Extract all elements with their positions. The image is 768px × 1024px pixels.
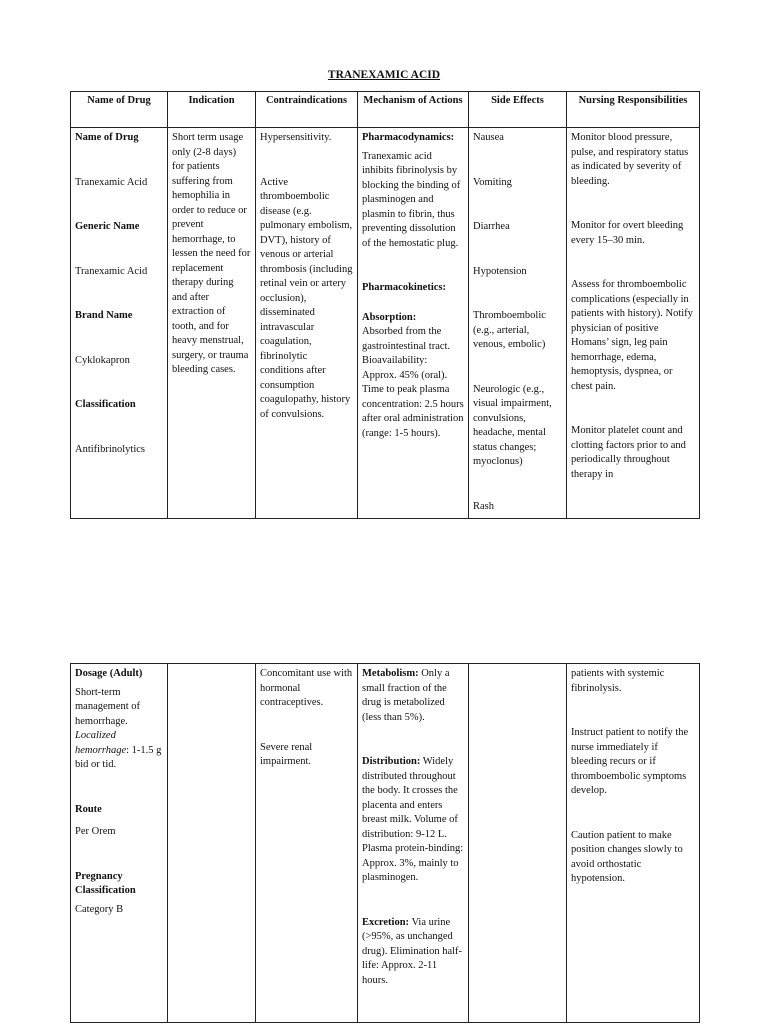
brand-label: Brand Name [75,310,133,321]
excretion-text: Via urine (>95%, as unchanged drug). Elimination half-life: Approx. 2-11 hours. [362,916,463,986]
name-label: Name of Drug [75,132,139,143]
header-row [71,92,700,128]
pregnancy-value: Category B [75,903,124,915]
distribution-text: Widely distributed throughout the body. It crosses the placenta and enters breast milk. Volume of distribution: 9-12 L. Plasma protein-binding: Approx. 3%, mainly to plasminogen. [362,756,464,883]
localized-text: : 1-1.5 g bid or tid. [75,744,162,770]
side-effect-item: Thromboembolic (e.g., arterial, venous, embolic) [473,310,546,350]
pregnancy-label: Pregnancy Classification [75,870,136,896]
side-effect-item: Rash [473,500,494,512]
brand-value: Cyklokapron [75,354,130,366]
cell-indication [168,128,256,519]
contraindication-item: Hypersensitivity. [260,132,332,143]
header-nursing: Nursing Responsibilities [567,92,700,128]
absorption-label: Absorption: [362,311,417,323]
cell-mechanism [358,664,469,1023]
excretion-label: Excretion: [362,916,410,928]
distribution [362,755,464,886]
dosage-text: Short-term management of hemorrhage. [75,686,141,727]
table-row [71,664,700,1023]
localized-label: Localized hemorrhage [75,730,127,756]
pharmacodynamics-label: Pharmacodynamics: [362,132,455,143]
nursing-item: Monitor blood pressure, pulse, and respiratory status as indicated by severity of bleeding. [571,132,689,187]
contraindication-item: Severe renal impairment. [260,741,313,767]
side-effect-item: Hypotension [473,265,527,277]
distribution-label: Distribution: [362,756,421,767]
contraindication-item: Active thromboembolic disease (e.g. pulmonary embolism, DVT), history of venous or arterial thrombosis (including retinal vein or artery occlusion), disseminated intravascular coagulation, fibrinolytic conditions after consumption coagulopathy, history of convulsions. [260,176,353,420]
nursing-item: Instruct patient to notify the nurse immediately if bleeding recurs or if thromboembolic symptoms develop. [571,727,689,796]
classification-label: Classification [75,399,136,410]
cell-contraindications [256,128,358,519]
nursing-item: Assess for thromboembolic complications (especially in patients with history). Notify physician of positive Homans’ sign, leg pain hemorrhage, edema, hemoptysis, dyspnea, or chest pain. [571,279,693,392]
dosage-label: Dosage (Adult) [75,668,143,679]
name-value: Tranexamic Acid [75,176,148,188]
header-mechanism: Mechanism of Actions [358,92,469,128]
side-effect-item: Vomiting [473,176,512,188]
nursing-item: Monitor for overt bleeding every 15–30 min. [571,220,684,246]
header-indication: Indication [168,92,256,128]
cell-nursing [567,128,700,519]
cell-name-of-drug [71,128,168,519]
pharmacodynamics-text: Tranexamic acid inhibits fibrinolysis by blocking the binding of plasminogen and plasmin to fibrin, thus preventing dissolution of the hemostatic plug. [362,150,461,249]
indication-text: Short term usage only (2-8 days) for patients suffering from hemophilia in order to reduce or prevent hemorrhage, to lessen the need for replacement therapy during and after extraction of tooth, and for heavy menstrual, surgery, or trauma bleeding cases. [172,132,251,375]
side-effect-item: Neurologic (e.g., visual impairment, convulsions, headache, mental status changes; myoclonus) [473,383,552,467]
nursing-item: patients with systemic fibrinolysis. [571,668,665,694]
metabolism-label: Metabolism: [362,668,419,679]
nursing-item: Caution patient to make position changes slowly to avoid orthostatic hypotension. [571,829,683,884]
cell-side-effects-empty [469,664,567,1023]
side-effect-item: Diarrhea [473,221,510,232]
document-title: TRANEXAMIC ACID [327,69,441,81]
cell-indication-empty [168,664,256,1023]
contraindication-item: Concomitant use with hormonal contraceptives. [260,668,353,708]
cell-contraindications [256,664,358,1023]
cell-mechanism [358,128,469,519]
cell-dosage-route [71,664,168,1023]
route-value: Per Orem [75,826,116,837]
drug-table-part-2 [70,663,700,1023]
table-row [71,128,700,519]
classification-value: Antifibrinolytics [75,443,145,455]
localized-dosage [75,729,163,773]
header-contraindications: Contraindications [256,92,358,128]
cell-nursing [567,664,700,1023]
absorption-text: Absorbed from the gastrointestinal tract. Bioavailability: Approx. 45% (oral). Time to peak plasma concentration: 2.5 hours after oral administration (range: 1-5 hours). [362,326,464,439]
nursing-item: Monitor platelet count and clotting factors prior to and periodically throughout therapy in [571,425,686,480]
route-label: Route [75,803,102,815]
metabolism-text: Only a small fraction of the drug is metabolized (less than 5%). [362,668,450,723]
side-effect-item: Nausea [473,132,504,143]
pharmacokinetics-label: Pharmacokinetics: [362,282,446,293]
metabolism [362,667,464,725]
generic-value: Tranexamic Acid [75,265,148,277]
cell-side-effects [469,128,567,519]
header-side-effects: Side Effects [469,92,567,128]
drug-table-part-1 [70,91,700,519]
excretion [362,916,464,989]
header-name-of-drug: Name of Drug [71,92,168,128]
generic-label: Generic Name [75,221,140,232]
